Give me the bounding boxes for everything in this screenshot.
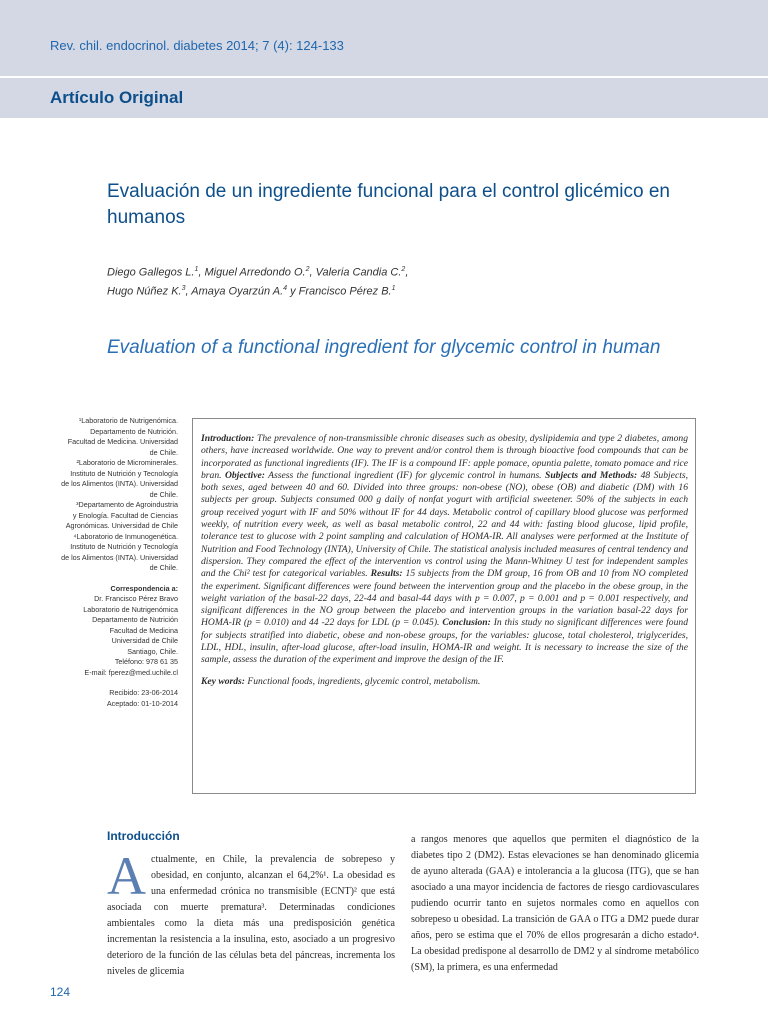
affiliation-line: Instituto de Nutrición y Tecnología <box>70 468 178 478</box>
correspondence-heading: Correspondencia a: <box>110 583 178 593</box>
intro-text-right: a rangos menores que aquellos que permiten el diagnóstico de la diabetes tipo 2 (DM2). Estas elevaciones se han denominado glicemia de ayuno alterada (GAA) e intolerancia a la glucosa (ITG), que se han asociado a una mayor incidencia de factores de riesgo cardiovasculares pudiendo ocurrir tanto en sujetos normales como en aquellos con sobrepeso u obesidad. La transición de GAA o ITG a DM2 puede durar años, pero se estima que el 70% de ellos progresarán a dicho estado⁴. La obesidad predispone al desarrollo de DM2 y al síndrome metabólico (SM), la primera, es una enfermedad <box>411 834 699 973</box>
abstract-objective-label: Objective: <box>224 469 265 481</box>
correspondence-email: E-mail: fperez@med.uchile.cl <box>84 667 178 677</box>
affiliation-line: de Chile. <box>149 489 178 499</box>
correspondence-line: Departamento de Nutrición <box>92 615 178 624</box>
author-2: Miguel Arredondo O. <box>204 266 306 279</box>
author-5: Amaya Oyarzún A. <box>191 285 284 298</box>
author-1-affil: 1 <box>194 266 199 273</box>
page-number: 124 <box>50 985 71 999</box>
correspondence-line: Laboratorio de Nutrigenómica <box>83 604 178 614</box>
affiliation-line: ³Departamento de Agroindustria <box>76 500 178 509</box>
affiliation-line: y Enología. Facultad de Ciencias <box>72 510 178 520</box>
author-list <box>107 262 667 299</box>
abstract-intro-label: Introduction: <box>201 433 255 444</box>
title-english: Evaluation of a functional ingredient for glycemic control in human <box>107 337 661 358</box>
affiliation-line: Facultad de Medicina. Universidad <box>67 437 178 446</box>
received-date: Recibido: 23-06-2014 <box>109 688 178 697</box>
introduction-heading: Introducción <box>107 829 180 843</box>
affiliation-line: Departamento de Nutrición. <box>90 426 178 436</box>
author-3-affil: 2 <box>401 266 406 273</box>
body-column-right <box>411 832 699 976</box>
affiliation-line: ¹Laboratorio de Nutrigenómica. <box>78 416 178 425</box>
author-6-affil: 1 <box>391 284 396 292</box>
author-6: Francisco Pérez B. <box>298 285 392 298</box>
affiliation-line: Agronómicas. Universidad de Chile <box>65 521 178 530</box>
author-5-affil: 4 <box>283 284 288 292</box>
abstract-methods-label: Subjects and Methods: <box>545 469 638 481</box>
abstract-box <box>192 418 696 794</box>
affiliation-line: de Chile. <box>149 563 178 572</box>
title-spanish: Evaluación de un ingrediente funcional para el control glicémico en humanos <box>107 181 670 228</box>
intro-text-left: ctualmente, en Chile, la prevalencia de sobrepeso y obesidad, en conjunto, alcanzan el 64,2%¹. La obesidad es una enfermedad crónica no transmisible (ECNT)² que está asociada con muerte prematura³. Determinadas condiciones ambientales como la dieta más una predisposición genética incrementan la resistencia a la insulina, esto, asociado a un progresivo deterioro de la función de las células beta del páncreas, incrementa los niveles de glicemia <box>107 854 395 977</box>
affiliation-line: de los Alimentos (INTA). Universidad <box>61 552 178 562</box>
affiliation-line: ²Laboratorio de Microminerales. <box>76 458 178 467</box>
section-label: Artículo Original <box>50 88 184 107</box>
affiliations-column <box>50 416 178 709</box>
header-divider <box>0 76 768 78</box>
author-sep: , <box>185 285 192 298</box>
correspondence-line: Santiago, Chile. <box>127 646 178 656</box>
author-sep: y <box>287 285 299 298</box>
affiliation-line: ⁴Laboratorio de Inmunogenética. <box>73 531 178 541</box>
correspondence-line: Teléfono: 978 61 35 <box>114 657 178 666</box>
body-column-left <box>107 846 395 980</box>
author-4-affil: 3 <box>181 284 186 292</box>
abstract-methods-text: 48 Subjects, both sexes, aged between 40 and 60. Divided into three groups: non-obese (NO), obese (OB) and diabetic (DM) with 16 subjects per group. Subjects consumed 000 g daily of nonfat yogurt with artificial sweetener. 50% of the subjects in each group received yogurt with IF and 50% without IF for 44 days. Metabolic control of capillary blood glucose was performed weekly, of nutrition every week, as well as basal metabolic control, 22 and 44 with: fasting blood glucose, lipid profile, tolerance test to glucose with 2 point sampling and calculation of HOMA-IR. All analyses were performed at the Institute of Nutrition and Food Technology (INTA), University of Chile. The statistical analysis included measures of central tendency and dispersion. They compared the effect of the intervention vs control using the Mann-Whitney U test for independent samples and the Chi² test for categorical variables. <box>201 469 688 580</box>
correspondence-line: Facultad de Medicina <box>109 625 178 635</box>
keywords-text: Functional foods, ingredients, glycemic control, metabolism. <box>244 675 481 687</box>
author-3: Valeria Candia C. <box>315 266 402 279</box>
affiliation-line: Instituto de Nutrición y Tecnología <box>70 542 178 551</box>
author-sep: , <box>198 266 205 279</box>
abstract-conclusion-text: In this study no significant differences were found for subjects stratified into diabetic, obese and non-obese groups, for the variables: glucose, total cholesterol, triglycerides, LDL, HDL, insulin, after-load glucose, after-load insulin, HOMA-IR and weight. It is necessary to increase the size of the sample, assess the duration of the experiment and improve the design of the IF. <box>201 617 688 666</box>
drop-cap: A <box>107 846 146 906</box>
abstract-conclusion-label: Conclusion: <box>442 617 491 629</box>
abstract-results-label: Results: <box>370 568 403 580</box>
accepted-date: Aceptado: 01-10-2014 <box>106 698 178 708</box>
author-4: Hugo Núñez K. <box>107 285 182 298</box>
intro-paragraph <box>107 846 395 980</box>
abstract-text <box>201 433 688 667</box>
abstract-intro-text: The prevalence of non-transmissible chronic diseases such as obesity, dyslipidemia and type 2 diabetes, among others, have increased worldwide. One way to prevent and/or control them is through bioactive food compounds that can be incorporated as functional ingredients (IF). The IF is a compound IF: apple pomace, opuntia palette, tomato pomace and rice bran. <box>201 433 688 481</box>
author-1: Diego Gallegos L. <box>107 266 195 279</box>
correspondence-line: Dr. Francisco Pérez Bravo <box>94 594 178 603</box>
author-sep: , <box>405 266 409 279</box>
affiliation-line: de Chile. <box>149 447 178 457</box>
correspondence-line: Universidad de Chile <box>111 636 178 645</box>
journal-citation: Rev. chil. endocrinol. diabetes 2014; 7 (4): 124-133 <box>50 38 344 53</box>
keywords <box>201 676 688 688</box>
author-sep: , <box>309 266 316 279</box>
keywords-label: Key words: <box>201 675 245 687</box>
abstract-objective-text: Assess the functional ingredient (IF) for glycemic control in humans. <box>264 469 546 481</box>
author-2-affil: 2 <box>305 266 310 273</box>
abstract-results-text: 15 subjects from the DM group, 16 from OB and 10 from NO completed the experiment. Significant differences were found between the intervention group and the placebo in the obese group, in the weight variation of the basal-22 days, 22-44 and basal-44 days with p = 0.007, p = 0.001 and p = 0.001 respectively, and significant differences in the NO group between the placebo and intervention groups in the variation basal-22 days for HOMA-IR (p = 0.010) and 44 -22 days for LDL (p = 0.045). <box>201 568 689 629</box>
affiliation-line: de los Alimentos (INTA). Universidad <box>61 479 178 488</box>
